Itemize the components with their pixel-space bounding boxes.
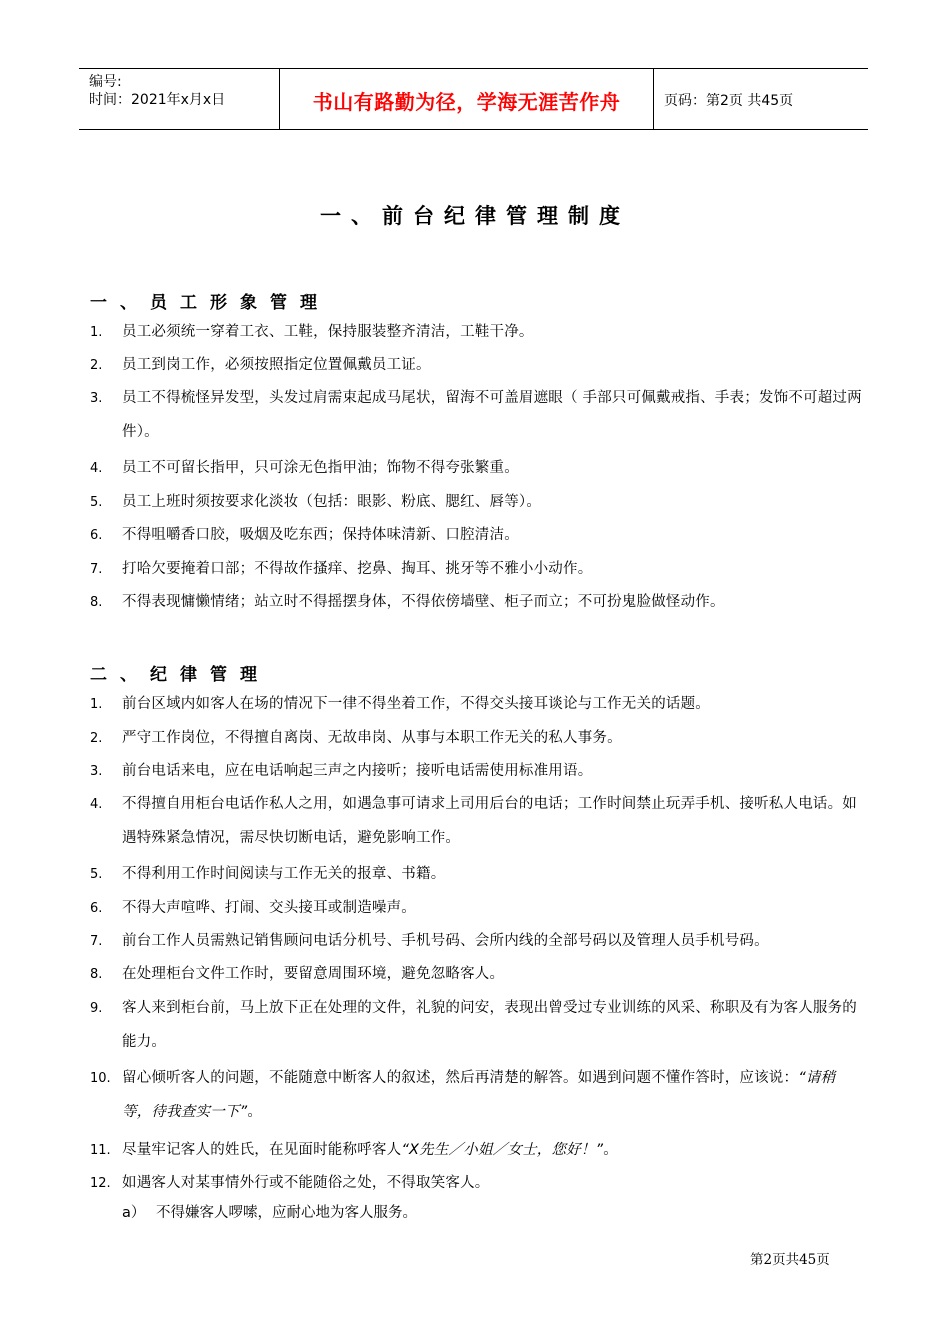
item-number: 12. — [90, 1176, 111, 1191]
item-number: 8. — [90, 595, 103, 610]
item-text: 客人来到柜台前，马上放下正在处理的文件，礼貌的问安，表现出曾受过专业训练的风采、称职及有为客人服务的能力。 — [122, 1000, 857, 1050]
item-text-wrap — [122, 1062, 864, 1129]
item-number: 10. — [90, 1071, 111, 1086]
item-text: 尽量牢记客人的姓氏，在见面时能称呼客人 — [122, 1142, 402, 1158]
item-number: 11. — [90, 1143, 111, 1158]
sub-item-text: 不得嫌客人啰嗦，应耐心地为客人服务。 — [156, 1205, 417, 1221]
header-meta-cell — [79, 69, 280, 129]
page-footer: 第2页共45页 — [750, 1252, 830, 1268]
item-number: 7. — [90, 562, 103, 577]
item-text: 前台电话来电，应在电话响起三声之内接听；接听电话需使用标准用语。 — [122, 763, 593, 779]
item-text: 员工不可留长指甲，只可涂无色指甲油；饰物不得夸张繁重。 — [122, 460, 519, 476]
item-number: 7. — [90, 934, 103, 949]
item-text-tail: 。 — [603, 1142, 618, 1158]
item-number: 6. — [90, 901, 103, 916]
item-text-tail: 。 — [247, 1103, 263, 1120]
sub-item-mark: a） — [122, 1205, 146, 1221]
item-text: 前台工作人员需熟记销售顾问电话分机号、手机号码、会所内线的全部号码以及管理人员手机号码。 — [122, 933, 769, 949]
item-number: 9. — [90, 1001, 103, 1016]
item-number: 1. — [90, 697, 103, 712]
item-number: 2. — [90, 358, 103, 373]
item-text: 如遇客人对某事情外行或不能随俗之处，不得取笑客人。 — [122, 1175, 490, 1191]
item-text: 留心倾听客人的问题，不能随意中断客人的叙述，然后再清楚的解答。如遇到问题不懂作答时，应该说： — [122, 1070, 799, 1086]
item-quote: “请稍等，待我查实一下” — [122, 1070, 836, 1120]
item-number: 3. — [90, 764, 103, 779]
item-text: 员工不得梳怪异发型，头发过肩需束起成马尾状，留海不可盖眉遮眼（ 手部只可佩戴戒指、手表；发饰不可超过两件）。 — [122, 390, 862, 440]
page-number-label: 页码：第2页 共45页 — [664, 93, 794, 109]
section-heading-1: 一、员工形象管理 — [90, 293, 330, 313]
item-number: 3. — [90, 391, 103, 406]
item-text: 不得擅自用柜台电话作私人之用，如遇急事可请求上司用后台的电话；工作时间禁止玩弄手机、接听私人电话。如遇特殊紧急情况，需尽快切断电话，避免影响工作。 — [122, 796, 857, 846]
item-text: 不得咀嚼香口胶，吸烟及吃东西；保持体味清新、口腔清洁。 — [122, 527, 519, 543]
item-text: 打哈欠要掩着口部；不得故作搔痒、挖鼻、掏耳、挑牙等不雅小小动作。 — [122, 561, 593, 577]
section-heading-2: 二、纪律管理 — [90, 665, 270, 685]
item-text: 不得大声喧哗、打闹、交头接耳或制造噪声。 — [122, 900, 416, 916]
item-text: 员工到岗工作，必须按照指定位置佩戴员工证。 — [122, 357, 431, 373]
motto: 书山有路勤为径，学海无涯苦作舟 — [312, 90, 621, 114]
page-header — [79, 68, 868, 130]
item-text: 员工上班时须按要求化淡妆（包括：眼影、粉底、腮红、唇等）。 — [122, 494, 542, 510]
time-label: 时间：2021年x月x日 — [89, 92, 226, 108]
item-quote: “X先生／小姐／女士，您好！” — [401, 1142, 604, 1158]
item-number: 1. — [90, 325, 103, 340]
item-text-wrap — [122, 1134, 864, 1168]
item-text: 不得表现慵懒情绪；站立时不得摇摆身体，不得依傍墙壁、柜子而立；不可扮鬼脸做怪动作。 — [122, 594, 725, 610]
item-number: 5. — [90, 867, 103, 882]
item-number: 4. — [90, 797, 103, 812]
item-number: 5. — [90, 495, 103, 510]
item-text: 严守工作岗位，不得擅自离岗、无故串岗、从事与本职工作无关的私人事务。 — [122, 730, 622, 746]
document-title: 一、前台纪律管理制度 — [320, 204, 630, 228]
item-number: 2. — [90, 731, 103, 746]
item-text: 在处理柜台文件工作时，要留意周围环境，避免忽略客人。 — [122, 966, 505, 982]
item-number: 4. — [90, 461, 103, 476]
item-text: 不得利用工作时间阅读与工作无关的报章、书籍。 — [122, 866, 446, 882]
item-number: 6. — [90, 528, 103, 543]
item-number: 8. — [90, 967, 103, 982]
header-motto-cell — [280, 69, 654, 129]
code-label: 编号: — [89, 74, 122, 90]
item-text: 员工必须统一穿着工衣、工鞋，保持服装整齐清洁，工鞋干净。 — [122, 324, 534, 340]
item-text: 前台区域内如客人在场的情况下一律不得坐着工作，不得交头接耳谈论与工作无关的话题。 — [122, 696, 710, 712]
header-page-cell — [654, 69, 868, 129]
